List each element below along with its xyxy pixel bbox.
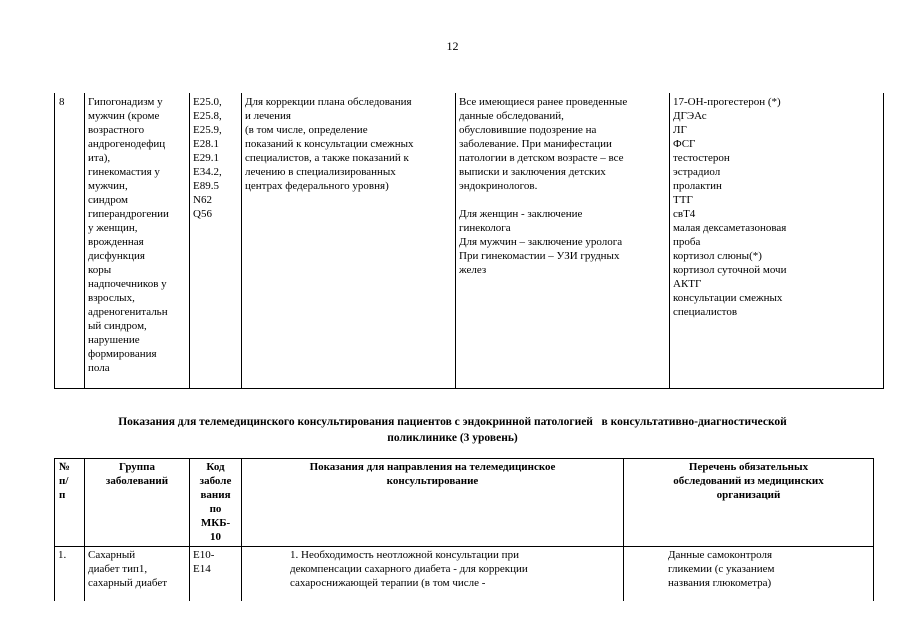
text-line: по <box>209 503 222 515</box>
heading-line-2: поликлинике (3 уровень) <box>387 432 518 444</box>
text-line: ЛГ <box>673 124 687 136</box>
text-line: Перечень обязательных <box>688 461 809 473</box>
text-line: консультирование <box>386 475 479 487</box>
text-line: дисфункция <box>88 250 145 262</box>
text-line: заболе <box>199 475 232 487</box>
text-line: диабет тип1, <box>88 563 148 575</box>
documents-cell <box>456 93 670 389</box>
bottom-table <box>54 458 874 601</box>
top-table <box>54 93 884 389</box>
text-line: МКБ- <box>200 517 231 529</box>
page-number: 12 <box>446 39 459 53</box>
text-line: малая дексаметазоновая <box>673 222 787 234</box>
text-line: При гинекомастии – УЗИ грудных <box>459 250 620 262</box>
text-line: пролактин <box>673 180 722 192</box>
text-line: и лечения <box>245 110 291 122</box>
indications-cell <box>242 547 624 602</box>
text-line: надпочечников у <box>88 278 167 290</box>
required-exams-cell <box>624 547 874 602</box>
text-line: эстрадиол <box>673 166 721 178</box>
text-line: Группа <box>119 461 155 473</box>
icd-codes-cell <box>190 93 242 389</box>
text-line: ФСГ <box>673 138 696 150</box>
text-line: названия глюкометра) <box>668 577 772 589</box>
documents-block-2 <box>459 207 666 277</box>
table-header-row <box>55 459 874 547</box>
text-line: показаний к консультации смежных <box>245 138 414 150</box>
text-line: центрах федерального уровня) <box>245 180 389 192</box>
text-line: нарушение <box>88 334 140 346</box>
text-line: 10 <box>210 531 221 543</box>
text-line: заболеваний <box>105 475 169 487</box>
text-line: E14 <box>193 563 211 575</box>
text-line: E89.5 <box>193 180 219 192</box>
table-row <box>55 93 884 389</box>
header-number <box>55 459 85 547</box>
text-line: E25.0, <box>193 96 222 108</box>
text-line: сахарный диабет <box>88 577 168 589</box>
text-line: адреногенитальн <box>88 306 168 318</box>
text-line: обусловившие подозрение на <box>459 124 597 136</box>
text-line: N62 <box>193 194 212 206</box>
text-line: заболевание. При манифестации <box>459 138 612 150</box>
text-line: пола <box>88 362 110 374</box>
text-line: Q56 <box>193 208 212 220</box>
text-line: E25.8, <box>193 110 222 122</box>
text-line: ита), <box>88 152 111 164</box>
text-line: п/ <box>59 475 69 487</box>
text-line: возрастного <box>88 124 145 136</box>
text-line: гликемии (с указанием <box>668 563 775 575</box>
header-code <box>190 459 242 547</box>
text-line: 17-ОН-прогестерон (*) <box>673 96 781 108</box>
text-line: гинеколога <box>459 222 511 234</box>
text-line: E28.1 <box>193 138 219 150</box>
text-line: п <box>59 489 66 501</box>
text-line: врожденная <box>88 236 144 248</box>
text-line: декомпенсации сахарного диабета - для коррекции <box>290 563 528 575</box>
text-line: Сахарный <box>88 549 136 561</box>
heading-line-1: Показания для телемедицинского консультирования пациентов с эндокринной патологией в консультативно-диагностической <box>118 416 787 428</box>
text-line: коры <box>88 264 112 276</box>
text-line: кортизол слюны(*) <box>673 250 762 262</box>
text-line: консультации смежных <box>673 292 783 304</box>
text-line: мужчин (кроме <box>88 110 160 122</box>
text-line: Данные самоконтроля <box>668 549 773 561</box>
text-line: мужчин, <box>88 180 128 192</box>
text-line: свТ4 <box>673 208 696 220</box>
row-number: 8 <box>55 93 85 389</box>
tests-cell <box>670 93 884 389</box>
text-line: Для коррекции плана обследования <box>245 96 412 108</box>
section-heading <box>40 414 865 446</box>
table-row <box>55 547 874 602</box>
text-line: проба <box>673 236 701 248</box>
text-line: синдром <box>88 194 129 206</box>
text-line: Код <box>206 461 225 473</box>
text-line: специалистов <box>673 306 738 318</box>
disease-group-cell <box>85 93 190 389</box>
row-number: 1. <box>55 547 85 602</box>
text-line: желез <box>459 264 487 276</box>
text-line: кортизол суточной мочи <box>673 264 787 276</box>
text-line: Показания для направления на телемедицинское <box>309 461 556 473</box>
text-line: E34.2, <box>193 166 222 178</box>
header-indications <box>242 459 624 547</box>
icd-codes-cell <box>190 547 242 602</box>
text-line: № <box>59 461 71 473</box>
text-line: тестостерон <box>673 152 730 164</box>
text-line: АКТГ <box>673 278 702 290</box>
text-line: гиперандрогении <box>88 208 169 220</box>
text-line: специалистов, а также показаний к <box>245 152 409 164</box>
text-line: сахароснижающей терапии (в том числе - <box>290 577 486 589</box>
text-line: андрогенодефиц <box>88 138 166 150</box>
text-line: организаций <box>716 489 781 501</box>
text-line: обследований из медицинских <box>673 475 824 487</box>
text-line: (в том числе, определение <box>245 124 368 136</box>
indications-cell <box>242 93 456 389</box>
text-line: гинекомастия у <box>88 166 160 178</box>
text-line: E25.9, <box>193 124 222 136</box>
text-line: ТТГ <box>673 194 693 206</box>
text-line: эндокринологов. <box>459 180 538 192</box>
header-required <box>624 459 874 547</box>
text-line: 1. Необходимость неотложной консультации при <box>290 549 519 561</box>
text-line: Гипогонадизм у <box>88 96 163 108</box>
documents-block-1 <box>459 95 666 193</box>
text-line: патологии в детском возрасте – все <box>459 152 624 164</box>
text-line: у женщин, <box>88 222 138 234</box>
text-line: E29.1 <box>193 152 219 164</box>
text-line: вания <box>200 489 231 501</box>
text-line: выписки и заключения детских <box>459 166 606 178</box>
text-line: данные обследований, <box>459 110 564 122</box>
text-line: взрослых, <box>88 292 135 304</box>
text-line: Все имеющиеся ранее проведенные <box>459 96 628 108</box>
text-line: E10- <box>193 549 215 561</box>
header-group <box>85 459 190 547</box>
disease-group-cell <box>85 547 190 602</box>
text-line: ый синдром, <box>88 320 147 332</box>
text-line: ДГЭАс <box>673 110 707 122</box>
text-line: формирования <box>88 348 157 360</box>
text-line: Для мужчин – заключение уролога <box>459 236 623 248</box>
text-line: Для женщин - заключение <box>459 208 583 220</box>
text-line: лечению в специализированных <box>245 166 396 178</box>
